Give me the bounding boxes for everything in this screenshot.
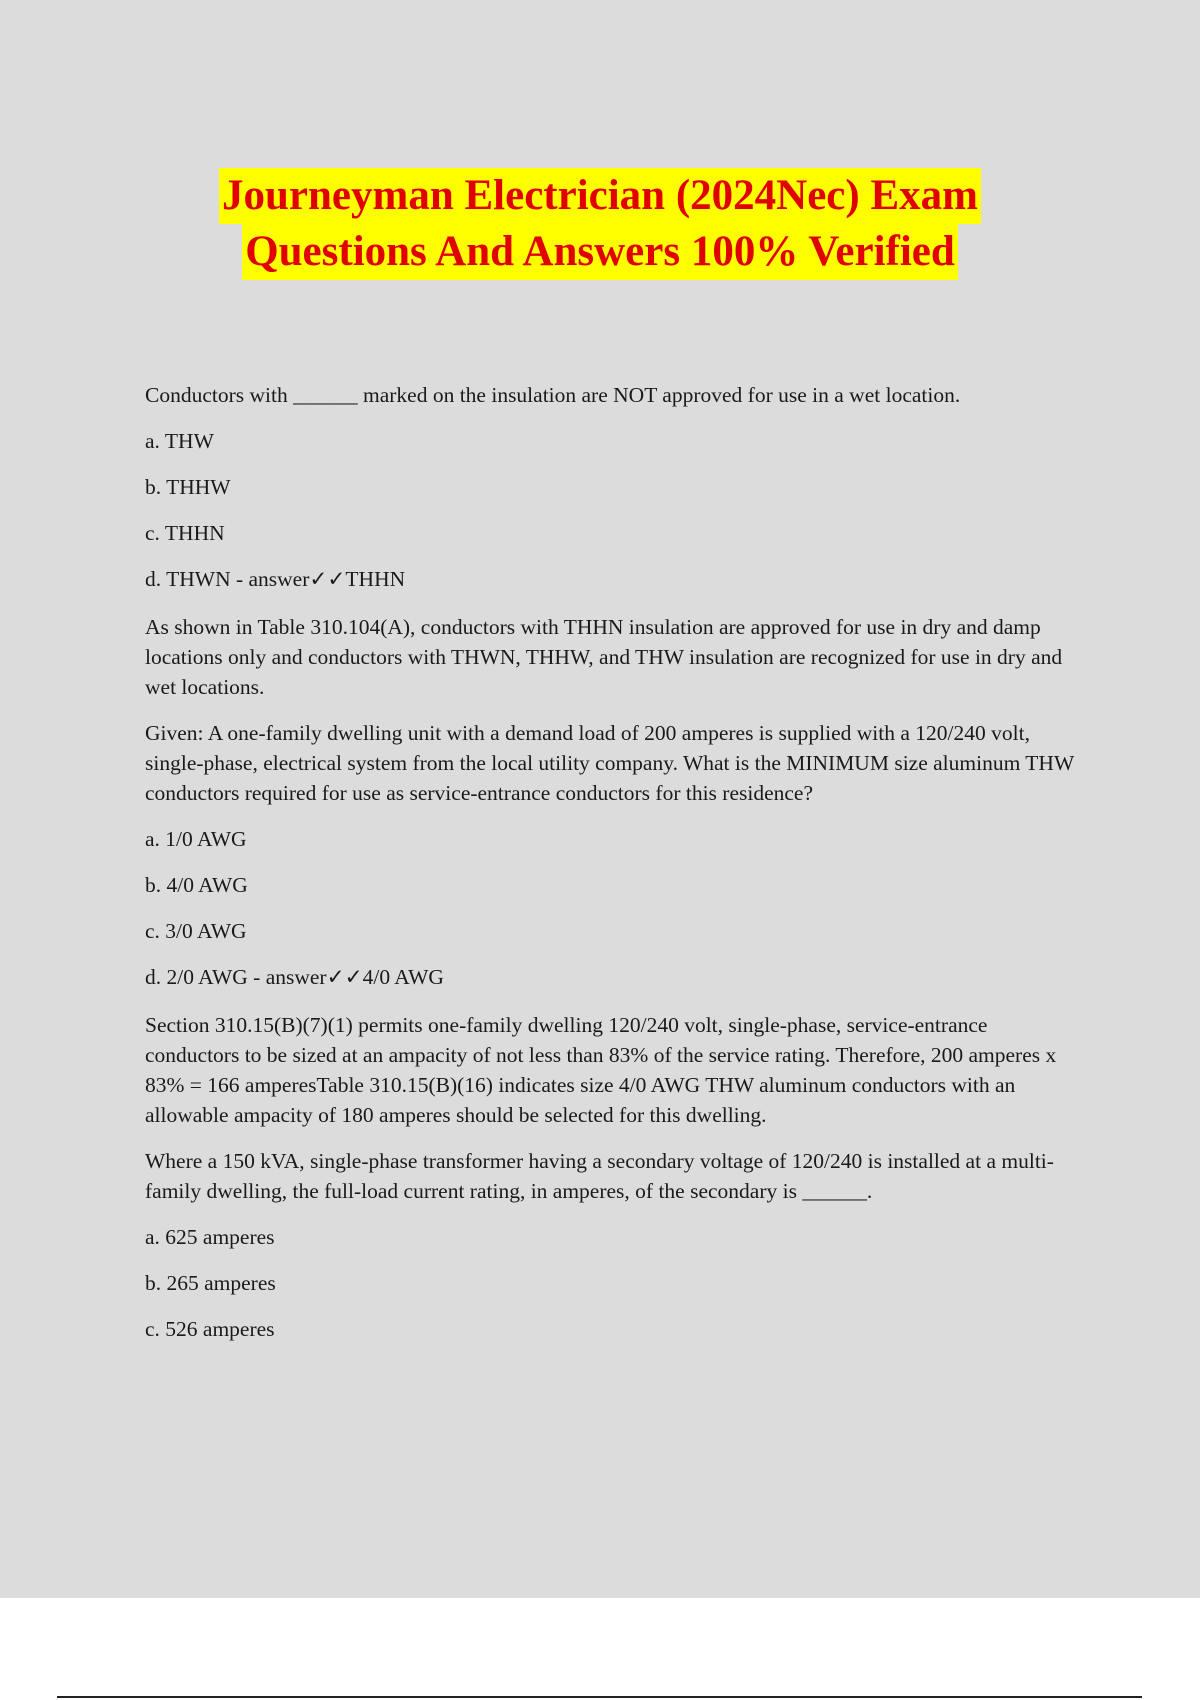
question-3-option-a: a. 625 amperes — [145, 1225, 275, 1249]
title-line-2: Questions And Answers 100% Verified — [242, 224, 958, 280]
document-title — [0, 168, 1200, 280]
question-1-option-c: c. THHN — [145, 521, 225, 545]
question-3-option-c: c. 526 amperes — [145, 1317, 275, 1341]
question-1-explanation: As shown in Table 310.104(A), conductors with THHN insulation are approved for use in dry and damp locations only and conductors with THWN, THHW, and THW insulation are recognized for use in dry and wet locations. — [145, 615, 1063, 699]
question-2-option-a: a. 1/0 AWG — [145, 827, 247, 851]
question-1-option-b: b. THHW — [145, 475, 231, 499]
question-1-option-a: a. THW — [145, 429, 214, 453]
title-line-1: Journeyman Electrician (2024Nec) Exam — [219, 168, 981, 224]
page-footer-divider — [57, 1696, 1142, 1698]
question-2-option-b: b. 4/0 AWG — [145, 873, 248, 897]
question-2-prompt: Given: A one-family dwelling unit with a demand load of 200 amperes is supplied with a 120/240 volt, single-phase, electrical system from the local utility company. What is the MINIMUM size aluminum THW conductors required for use as service-entrance conductors for this residence? — [145, 721, 1074, 805]
question-2-option-c: c. 3/0 AWG — [145, 919, 247, 943]
question-2-explanation: Section 310.15(B)(7)(1) permits one-family dwelling 120/240 volt, single-phase, service-entrance conductors to be sized at an ampacity of not less than 83% of the service rating. Therefore, 200 amperes x 83% = 166 amperesTable 310.15(B)(16) indicates size 4/0 AWG THW aluminum conductors with an allowable ampacity of 180 amperes should be selected for this dwelling. — [145, 1013, 1057, 1127]
question-1-option-d-answer: d. THWN - answer✓✓THHN — [145, 567, 406, 591]
question-2-option-d-answer: d. 2/0 AWG - answer✓✓4/0 AWG — [145, 965, 444, 989]
question-3-option-b: b. 265 amperes — [145, 1271, 276, 1295]
document-body — [145, 380, 1085, 1360]
question-3-prompt: Where a 150 kVA, single-phase transformer having a secondary voltage of 120/240 is installed at a multi-family dwelling, the full-load current rating, in amperes, of the secondary is ______. — [145, 1149, 1054, 1203]
question-1-prompt: Conductors with ______ marked on the insulation are NOT approved for use in a wet location. — [145, 383, 961, 407]
